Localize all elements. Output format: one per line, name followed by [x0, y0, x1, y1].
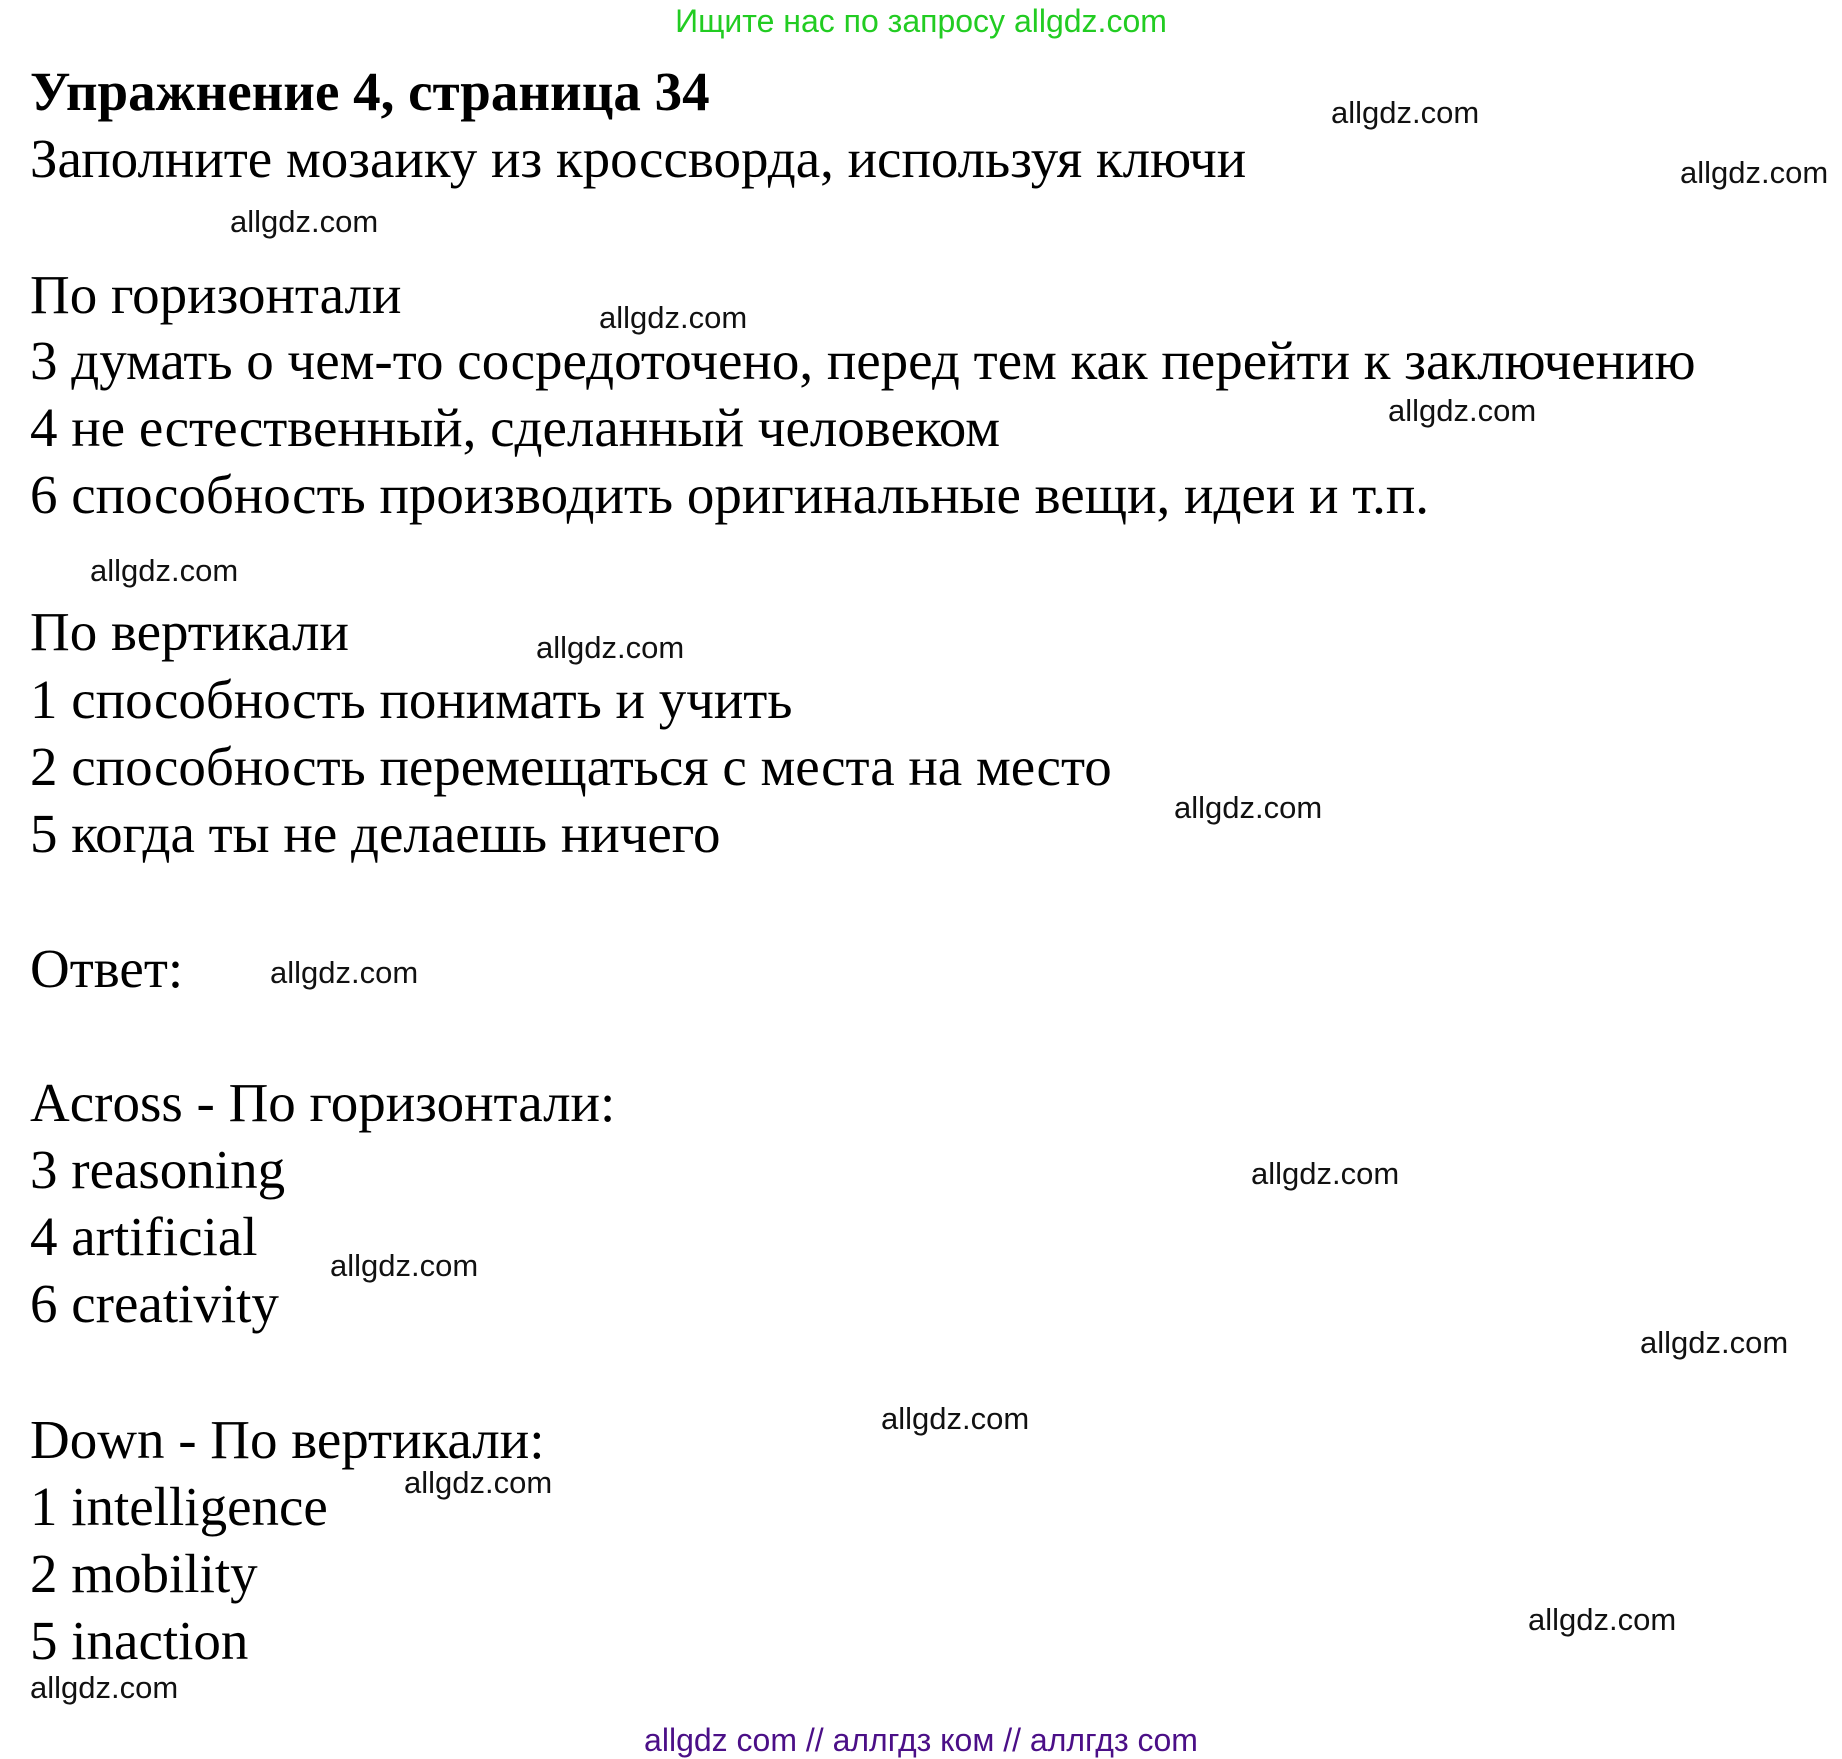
watermark: allgdz.com [30, 1670, 179, 1705]
answer-across-3: 3 reasoning [30, 1139, 286, 1200]
page-title: Упражнение 4, страница 34 [30, 61, 710, 122]
answer-across-6: 6 creativity [30, 1273, 279, 1334]
header-banner: Ищите нас по запросу allgdz.com [675, 3, 1167, 39]
answer-down-5: 5 inaction [30, 1610, 249, 1671]
watermark: allgdz.com [230, 204, 379, 239]
watermark: allgdz.com [1388, 393, 1537, 428]
watermark: allgdz.com [1640, 1325, 1789, 1360]
watermark: allgdz.com [330, 1248, 479, 1283]
clue-down-2: 2 способность перемещаться с места на место [30, 736, 1112, 797]
watermark: allgdz.com [881, 1401, 1030, 1436]
answer-down-heading: Down - По вертикали: [30, 1409, 545, 1470]
instruction: Заполните мозаику из кроссворда, используя ключи [30, 128, 1247, 189]
watermark: allgdz.com [1528, 1602, 1677, 1637]
answer-label: Ответ: [30, 938, 184, 999]
watermark: allgdz.com [404, 1465, 553, 1500]
watermark: allgdz.com [599, 300, 748, 335]
clue-down-1: 1 способность понимать и учить [30, 669, 793, 730]
watermark: allgdz.com [536, 630, 685, 665]
answer-across-4: 4 artificial [30, 1206, 258, 1267]
watermark: allgdz.com [1331, 95, 1480, 130]
clue-across-6: 6 способность производить оригинальные вещи, идеи и т.п. [30, 464, 1430, 525]
clue-across-4: 4 не естественный, сделанный человеком [30, 397, 1001, 458]
clues-across-heading: По горизонтали [30, 264, 402, 325]
answer-down-2: 2 mobility [30, 1543, 258, 1604]
clues-down-heading: По вертикали [30, 601, 349, 662]
answer-across-heading: Across - По горизонтали: [30, 1072, 616, 1133]
clue-down-5: 5 когда ты не делаешь ничего [30, 803, 721, 864]
footer-banner: allgdz com // аллгдз ком // аллгдз com [644, 1722, 1198, 1758]
watermark: allgdz.com [1680, 155, 1829, 190]
answer-down-1: 1 intelligence [30, 1476, 328, 1537]
watermark: allgdz.com [1251, 1156, 1400, 1191]
watermark: allgdz.com [1174, 790, 1323, 825]
watermark: allgdz.com [270, 955, 419, 990]
watermark: allgdz.com [90, 553, 239, 588]
clue-across-3: 3 думать о чем-то сосредоточено, перед тем как перейти к заключению [30, 330, 1696, 391]
